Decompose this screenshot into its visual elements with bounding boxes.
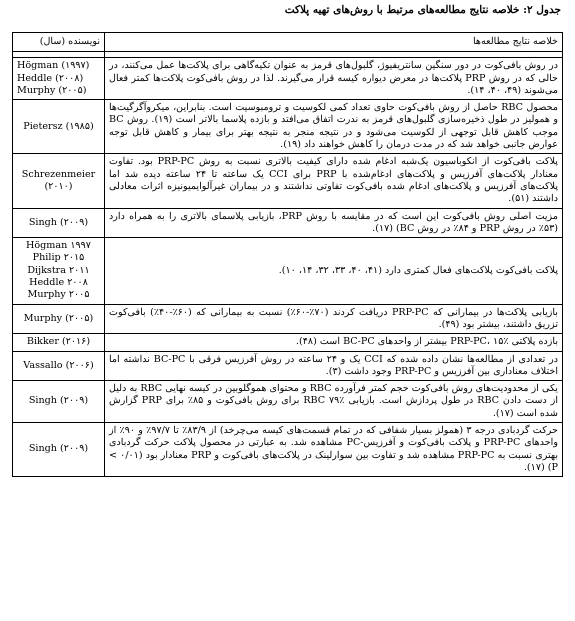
summary-cell: حرکت گردبادی درجه ۳ (همولز بسیار شفافی که در تمام قسمت‌های کیسه می‌چرخد) از ۸۳/۹٪ تا ۹۷/۷٪ و ۹۰٪ از واحدهای PRP-PC و پلاکت بافی‌کوت و آفرزیس-PC مشاهده شد. به عبارتی در محصول پلاکت حرکت گردبادی بهتری نسبت به PRP-PC مشاهده شد و تفاوت بین سوارلینک در پلاکت‌های بافی‌کوت و PRP معنادار بود (۰/۰۱ > P) (۱۷). <box>105 423 563 477</box>
author-entry: Högman ۱۹۹۷ <box>26 240 91 252</box>
author-entry: Singh (۲۰۰۹) <box>28 443 89 455</box>
summary-cell: در روش بافی‌کوت در دور سنگین سانتریفیوژ، گلبول‌های قرمز به عنوان تکیه‌گاهی برای پلاکت‌ها عمل می‌کنند، در حالی که در روش PRP پلاکت‌ها در معرض دیواره کیسه قرار می‌گیرند. لذا در روش بافی‌کوت پلاکت‌ها کمتر فعال می‌شوند (۴۹، ۴۰، ۱۴). <box>105 58 563 100</box>
summary-cell: پلاکت بافی‌کوت پلاکت‌های فعال کمتری دارد (۴۱، ۴۰، ۳۳، ۳۲، ۱۴، ۱۰). <box>105 238 563 304</box>
summary-cell: یکی از محدودیت‌های روش بافی‌کوت حجم کمتر فرآورده RBC و محتوای هموگلوبین در کیسه نهایی RBC به دلیل از دست دادن RBC در طول پردازش است. بازیابی RBC ۷۹٪ برای روش بافی‌کوت و ۸۵٪ برای PRP گزارش شده است (۱۷). <box>105 381 563 423</box>
table-row <box>13 238 563 304</box>
authors-cell <box>13 154 105 208</box>
summary-cell: بازده پلاکتی PRP-PC، ۱۵٪ بیشتر از واحدهای BC-PC است (۴۸). <box>105 334 563 351</box>
table-row <box>13 423 563 477</box>
author-entry: Murphy ۲۰۰۵ <box>27 289 90 301</box>
author-entry: Högman (۱۹۹۷) <box>17 60 90 72</box>
summary-cell: محصول RBC حاصل از روش بافی‌کوت حاوی تعداد کمی لکوسیت و ترومبوسیت است. بنابراین، میکروآگرگیت‌ها و همولیز در طول ذخیره‌سازی گلبول‌های قرمز به ندرت اتفاق می‌افتد و بازده پلاسما بالاتر است (۱۹). روش BC موجب کاهش قابل توجهی از لکوسیت می‌شود و در نتیجه منجر به نتیجه بهتر برای بیمار و کاهش قابل توجه عوارض جانبی خواهد شد که در مدت درمان را کاهش خواهند داد (۱۹). <box>105 100 563 154</box>
table-caption: جدول ۲: خلاصه نتایج مطالعه‌های مرتبط با روش‌های تهیه پلاکت <box>284 4 561 16</box>
summary-cell: پلاکت بافی‌کوت از انکوباسیون یک‌شبه ادغام شده دارای کیفیت بالاتری نسبت به روش PRP-PC بود. تفاوت معنادار پلاکت‌های آفرزیس و پلاکت‌های ادغام‌شده با PRP برای CCI یک ساعته تا ۲۴ ساعته دیده شد اما پلاکت‌های آفرزیس و پلاکت‌های ادغام شده بافی‌کوت تفاوتی نداشتند و در بیماران غیرآلوایمیونیزه اثرات معادلی داشتند (۵۱). <box>105 154 563 208</box>
author-entry: Singh (۲۰۰۹) <box>28 216 89 228</box>
table-row <box>13 351 563 381</box>
table-row <box>13 208 563 238</box>
author-entry: Pietersz (۱۹۸۵) <box>23 120 94 132</box>
author-entry: Heddle (۲۰۰۸) <box>17 72 84 84</box>
authors-cell <box>13 423 105 477</box>
authors-column-header: نویسنده (سال) <box>13 33 105 52</box>
table-row <box>13 100 563 154</box>
author-entry: Dijkstra ۲۰۱۱ <box>27 264 90 276</box>
author-entry: Heddle ۲۰۰۸ <box>29 277 88 289</box>
summary-cell: بازیابی پلاکت‌ها در بیمارانی که PRP-PC دریافت کردند (۷۰٪-۶۰٪) نسبت به بیمارانی که (۶۰٪-۴۰٪) بافی‌کوت تزریق داشتند، بیشتر بود (۴۹). <box>105 304 563 334</box>
author-entry: Schrezenmeier <box>21 168 96 180</box>
authors-cell <box>13 351 105 381</box>
authors-cell <box>13 238 105 304</box>
author-entry: Bikker (۲۰۱۶) <box>26 336 91 348</box>
author-entry: Singh (۲۰۰۹) <box>28 395 89 407</box>
authors-cell <box>13 58 105 100</box>
table-row <box>13 334 563 351</box>
table-row <box>13 154 563 208</box>
author-entry: Philip ۲۰۱۵ <box>32 252 85 264</box>
authors-cell <box>13 381 105 423</box>
table-row <box>13 304 563 334</box>
authors-cell <box>13 208 105 238</box>
authors-cell <box>13 304 105 334</box>
results-table <box>12 32 563 477</box>
author-entry: Vassallo (۲۰۰۶) <box>23 359 94 371</box>
table-header-row <box>13 33 563 52</box>
summary-column-header: خلاصه نتایج مطالعه‌ها <box>105 33 563 52</box>
authors-cell <box>13 334 105 351</box>
authors-cell <box>13 100 105 154</box>
author-entry: (۲۰۱۰) <box>44 180 73 192</box>
author-entry: Murphy (۲۰۰۵) <box>17 84 87 96</box>
table-row <box>13 58 563 100</box>
author-entry: Murphy (۲۰۰۵) <box>23 312 94 324</box>
summary-cell: در تعدادی از مطالعه‌ها نشان داده شده که CCI یک و ۲۴ ساعته در روش آفرزیس فرقی با BC-PC نداشته اما اختلاف معناداری بین آفرزیس و PRP-PC وجود داشت (۳). <box>105 351 563 381</box>
table-row <box>13 381 563 423</box>
summary-cell: مزیت اصلی روش بافی‌کوت این است که در مقایسه با روش PRP، بازیابی پلاسمای بالاتری را به همراه دارد (۵۳٪ در روش PRP و ۸۴٪ در روش BC) (۱۷). <box>105 208 563 238</box>
